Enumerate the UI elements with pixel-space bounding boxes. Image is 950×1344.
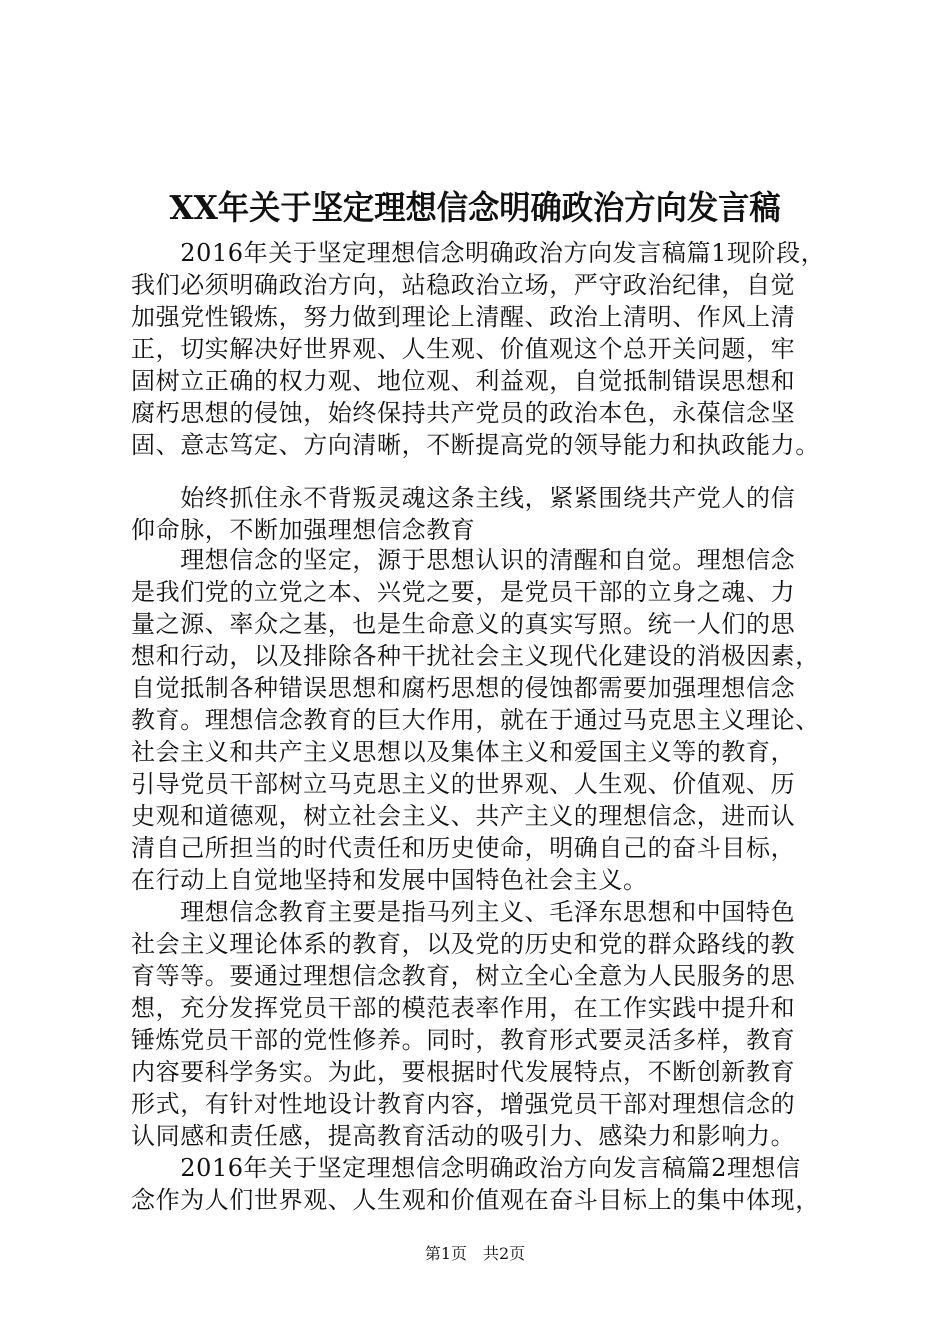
text-line: 仰命脉，不断加强理想信念教育 [131,516,476,544]
text-line: 史观和道德观，树立社会主义、共产主义的理想信念，进而认 [131,802,796,830]
text-line: 理想信念的坚定，源于思想认识的清醒和自觉。理想信念 [131,546,796,574]
text-line: 引导党员干部树立马克思主义的世界观、人生观、价值观、历 [131,770,796,798]
document-title: XX年关于坚定理想信念明确政治方向发言稿 [169,188,781,227]
text-line: 腐朽思想的侵蚀，始终保持共产党员的政治本色，永葆信念坚 [131,399,796,427]
text-line: 育等等。要通过理想信念教育，树立全心全意为人民服务的思 [131,962,796,990]
text-line: 2016年关于坚定理想信念明确政治方向发言稿篇2理想信 [131,1154,801,1182]
text-line: 形式，有针对性地设计教育内容，增强党员干部对理想信念的 [131,1090,796,1118]
text-line: 固、意志笃定、方向清晰，不断提高党的领导能力和执政能力。 [131,431,820,459]
text-line: 加强党性锻炼，努力做到理论上清醒、政治上清明、作风上清 [131,303,796,331]
text-line: 锤炼党员干部的党性修养。同时，教育形式要灵活多样，教育 [131,1026,796,1054]
text-line: 2016年关于坚定理想信念明确政治方向发言稿篇1现阶段， [131,239,826,267]
text-line: 正，切实解决好世界观、人生观、价值观这个总开关问题，牢 [131,335,796,363]
text-line: 在行动上自觉地坚持和发展中国特色社会主义。 [131,866,648,894]
text-line: 认同感和责任感，提高教育活动的吸引力、感染力和影响力。 [131,1122,796,1150]
text-line: 量之源、率众之基，也是生命意义的真实写照。统一人们的思 [131,610,796,638]
text-line: 教育。理想信念教育的巨大作用，就在于通过马克思主义理论、 [131,706,820,734]
text-line: 想，充分发挥党员干部的模范表率作用，在工作实践中提升和 [131,994,796,1022]
text-line: 固树立正确的权力观、地位观、利益观，自觉抵制错误思想和 [131,367,796,395]
page-number-footer: 第1页 共2页 [424,1244,526,1263]
text-line: 自觉抵制各种错误思想和腐朽思想的侵蚀都需要加强理想信念 [131,674,796,702]
text-line: 清自己所担当的时代责任和历史使命，明确自己的奋斗目标， [131,834,796,862]
text-line: 社会主义和共产主义思想以及集体主义和爱国主义等的教育， [131,738,796,766]
text-line: 理想信念教育主要是指马列主义、毛泽东思想和中国特色 [131,898,796,926]
text-line: 我们必须明确政治方向，站稳政治立场，严守政治纪律，自觉 [131,271,796,299]
text-line: 内容要科学务实。为此，要根据时代发展特点，不断创新教育 [131,1058,796,1086]
text-line: 念作为人们世界观、人生观和价值观在奋斗目标上的集中体现， [131,1186,820,1214]
text-line: 始终抓住永不背叛灵魂这条主线，紧紧围绕共产党人的信 [131,484,796,512]
text-line: 想和行动，以及排除各种干扰社会主义现代化建设的消极因素， [131,642,820,670]
text-line: 是我们党的立党之本、兴党之要，是党员干部的立身之魂、力 [131,578,796,606]
text-line: 社会主义理论体系的教育，以及党的历史和党的群众路线的教 [131,930,796,958]
